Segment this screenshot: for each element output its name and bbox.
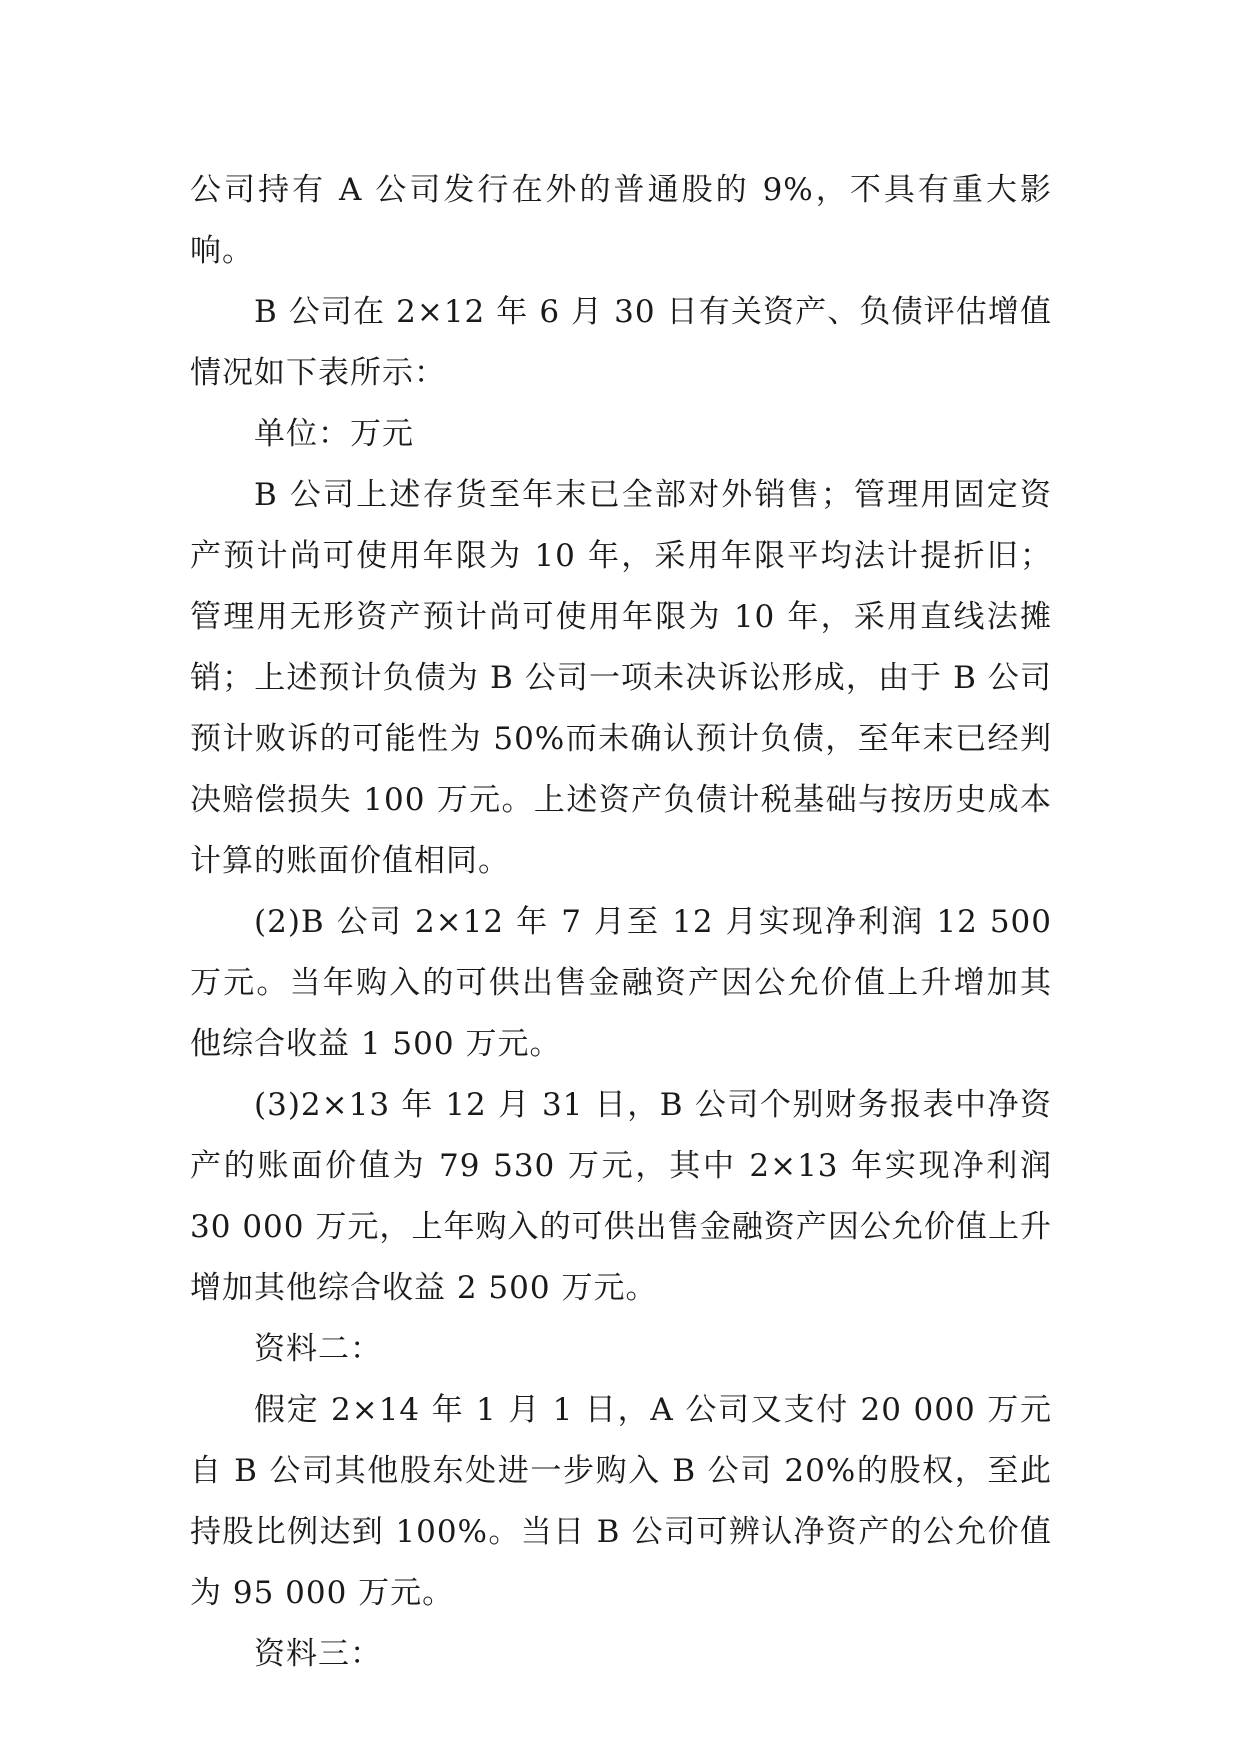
paragraph-valuation-intro: B 公司在 2×12 年 6 月 30 日有关资产、负债评估增值情况如下表所示： [190, 294, 1052, 391]
heading-material-2: 资料二： [254, 1331, 382, 1367]
paragraph-assets-notes: B 公司上述存货至年末已全部对外销售；管理用固定资产预计尚可使用年限为 10 年，采用年限平均法计提折旧；管理用无形资产预计尚可使用年限为 10 年，采用直线法摊销；上述预计负债为 B 公司一项未决诉讼形成，由于 B 公司预计败诉的可能性为 50%而未确认预计负债，至年末已经判决赔偿损失 100 万元。上述资产负债计税基础与按历史成本计算的账面价值相同。 [190, 477, 1052, 879]
paragraph-continuation: 公司持有 A 公司发行在外的普通股的 9%，不具有重大影响。 [190, 172, 1052, 269]
paragraph-item-3: (3)2×13 年 12 月 31 日，B 公司个别财务报表中净资产的账面价值为 79 530 万元，其中 2×13 年实现净利润 30 000 万元，上年购入的可供出售金融资产因公允价值上升增加其他综合收益 2 500 万元。 [190, 1087, 1063, 1306]
paragraph-item-2: (2)B 公司 2×12 年 7 月至 12 月实现净利润 12 500 万元。当年购入的可供出售金融资产因公允价值上升增加其他综合收益 1 500 万元。 [190, 904, 1063, 1062]
document-body [190, 160, 1063, 1685]
paragraph-unit: 单位：万元 [254, 416, 414, 452]
paragraph-material-2: 假定 2×14 年 1 月 1 日，A 公司又支付 20 000 万元自 B 公司其他股东处进一步购入 B 公司 20%的股权，至此持股比例达到 100%。当日 B 公司可辨认净资产的公允价值为 95 000 万元。 [190, 1392, 1052, 1611]
heading-material-3: 资料三： [254, 1636, 382, 1672]
